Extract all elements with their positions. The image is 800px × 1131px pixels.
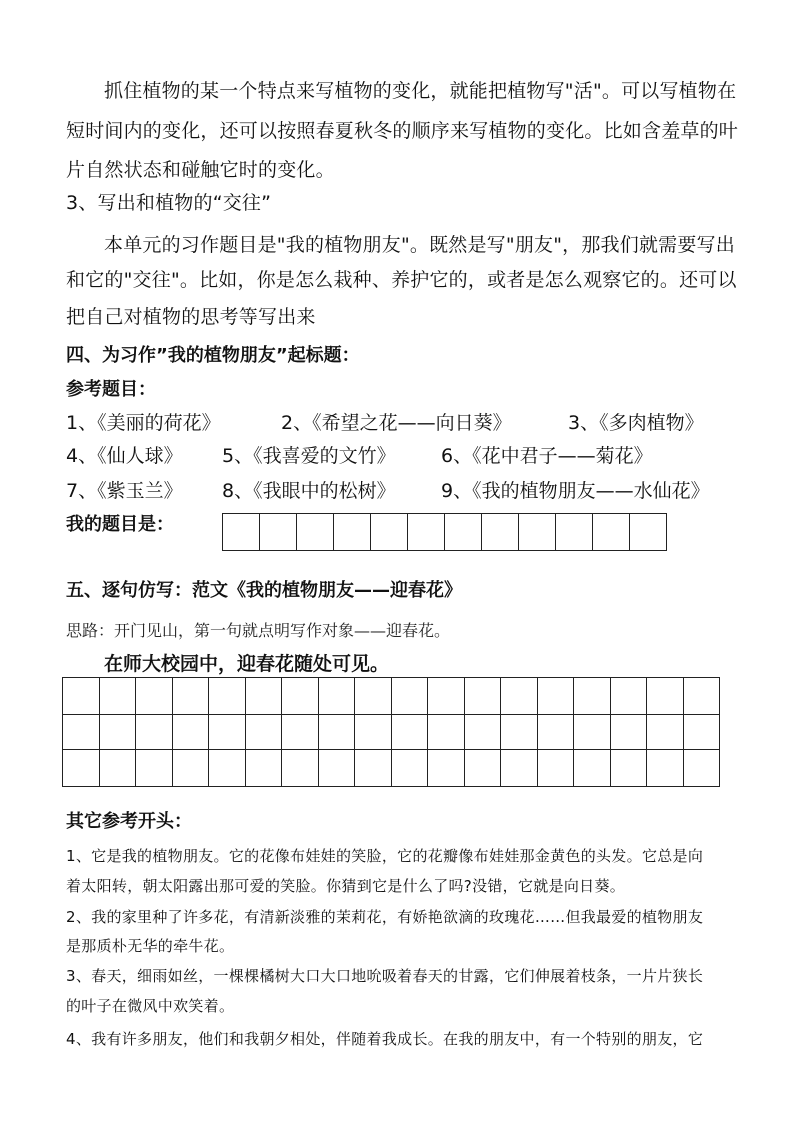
title-grid-cell[interactable]	[482, 514, 519, 551]
reference-title: 1、《美丽的荷花》	[66, 412, 221, 434]
title-grid-cell[interactable]	[223, 514, 260, 551]
writing-grid-cell[interactable]	[428, 678, 465, 715]
writing-grid-cell[interactable]	[63, 750, 100, 787]
title-grid-cell[interactable]	[334, 514, 371, 551]
writing-grid-cell[interactable]	[501, 750, 538, 787]
paragraph-2-line-1: 本单元的习作题目是"我的植物朋友"。既然是写"朋友"，那我们就需要写出	[104, 234, 735, 256]
reference-title: 7、《紫玉兰》	[66, 480, 183, 502]
writing-grid-cell[interactable]	[574, 715, 611, 750]
writing-grid-cell[interactable]	[136, 715, 173, 750]
reference-title: 5、《我喜爱的文竹》	[222, 445, 396, 467]
writing-grid-cell[interactable]	[209, 750, 246, 787]
writing-grid-cell[interactable]	[537, 678, 574, 715]
writing-grid-cell[interactable]	[647, 750, 684, 787]
writing-grid-cell[interactable]	[610, 715, 647, 750]
paragraph-2-line-3: 把自己对植物的思考等写出来	[66, 306, 316, 328]
paragraph-2-line-2: 和它的"交往"。比如，你是怎么栽种、养护它的，或者是怎么观察它的。还可以	[66, 269, 737, 291]
writing-grid-cell[interactable]	[318, 715, 355, 750]
writing-grid-cell[interactable]	[282, 678, 319, 715]
writing-grid-cell[interactable]	[172, 750, 209, 787]
writing-grid-cell[interactable]	[610, 750, 647, 787]
reference-title: 8、《我眼中的松树》	[222, 480, 396, 502]
writing-grid-cell[interactable]	[391, 715, 428, 750]
writing-grid-cell[interactable]	[574, 678, 611, 715]
writing-grid-cell[interactable]	[647, 715, 684, 750]
writing-grid-cell[interactable]	[318, 750, 355, 787]
writing-grid-cell[interactable]	[318, 678, 355, 715]
section-3-heading: 3、写出和植物的“交往”	[66, 192, 272, 214]
writing-grid-cell[interactable]	[245, 750, 282, 787]
my-title-label: 我的题目是：	[66, 514, 174, 535]
writing-grid-cell[interactable]	[63, 678, 100, 715]
writing-thought: 思路：开门见山，第一句就点明写作对象——迎春花。	[66, 621, 451, 640]
title-grid-cell[interactable]	[519, 514, 556, 551]
title-grid-cell[interactable]	[297, 514, 334, 551]
reference-title: 3、《多肉植物》	[568, 412, 704, 434]
writing-grid-cell[interactable]	[647, 678, 684, 715]
title-grid-cell[interactable]	[593, 514, 630, 551]
writing-grid-cell[interactable]	[63, 715, 100, 750]
reference-title: 6、《花中君子——菊花》	[441, 445, 653, 467]
title-writing-grid[interactable]	[222, 513, 667, 551]
writing-grid-cell[interactable]	[355, 678, 392, 715]
writing-grid-cell[interactable]	[245, 715, 282, 750]
writing-grid-cell[interactable]	[391, 678, 428, 715]
writing-grid-cell[interactable]	[574, 750, 611, 787]
title-grid-cell[interactable]	[445, 514, 482, 551]
writing-grid-cell[interactable]	[464, 678, 501, 715]
section-5-heading: 五、逐句仿写：范文《我的植物朋友——迎春花》	[66, 580, 462, 601]
writing-grid-cell[interactable]	[282, 715, 319, 750]
opening-3-line-2: 的叶子在微风中欢笑着。	[66, 997, 235, 1015]
writing-grid-cell[interactable]	[428, 750, 465, 787]
writing-grid-cell[interactable]	[501, 715, 538, 750]
writing-grid-cell[interactable]	[99, 715, 136, 750]
writing-grid-cell[interactable]	[683, 715, 720, 750]
writing-grid-cell[interactable]	[428, 715, 465, 750]
reference-title: 4、《仙人球》	[66, 445, 183, 467]
writing-grid-cell[interactable]	[99, 678, 136, 715]
title-grid-cell[interactable]	[630, 514, 667, 551]
opening-2-line-2: 是那质朴无华的牵牛花。	[66, 937, 235, 955]
writing-grid-cell[interactable]	[209, 678, 246, 715]
writing-grid-cell[interactable]	[99, 750, 136, 787]
writing-grid-cell[interactable]	[209, 715, 246, 750]
reference-titles-label: 参考题目：	[66, 379, 156, 400]
model-sentence: 在师大校园中，迎春花随处可见。	[104, 653, 390, 675]
opening-4-line-1: 4、我有许多朋友，他们和我朝夕相处，伴随着我成长。在我的朋友中，有一个特别的朋友，它	[66, 1030, 704, 1048]
writing-grid-cell[interactable]	[136, 750, 173, 787]
writing-grid-cell[interactable]	[683, 750, 720, 787]
reference-title: 2、《希望之花——向日葵》	[281, 412, 512, 434]
writing-grid-cell[interactable]	[391, 750, 428, 787]
writing-grid-cell[interactable]	[464, 715, 501, 750]
writing-grid-cell[interactable]	[464, 750, 501, 787]
writing-grid-cell[interactable]	[501, 678, 538, 715]
writing-grid-cell[interactable]	[610, 678, 647, 715]
sentence-writing-grid[interactable]	[62, 677, 720, 787]
title-grid-cell[interactable]	[371, 514, 408, 551]
writing-grid-cell[interactable]	[683, 678, 720, 715]
writing-grid-cell[interactable]	[355, 750, 392, 787]
title-grid-cell[interactable]	[260, 514, 297, 551]
writing-grid-cell[interactable]	[172, 715, 209, 750]
paragraph-1-line-2: 短时间内的变化，还可以按照春夏秋冬的顺序来写植物的变化。比如含羞草的叶	[66, 120, 739, 142]
writing-grid-cell[interactable]	[537, 750, 574, 787]
writing-grid-cell[interactable]	[245, 678, 282, 715]
opening-1-line-1: 1、它是我的植物朋友。它的花像布娃娃的笑脸，它的花瓣像布娃娃那金黄色的头发。它总是向	[66, 847, 704, 865]
paragraph-1-line-1: 抓住植物的某一个特点来写植物的变化，就能把植物写"活"。可以写植物在	[104, 80, 737, 102]
paragraph-1-line-3: 片自然状态和碰触它时的变化。	[66, 159, 335, 181]
reference-title: 9、《我的植物朋友——水仙花》	[441, 480, 710, 502]
opening-1-line-2: 着太阳转，朝太阳露出那可爱的笑脸。你猜到它是什么了吗?没错，它就是向日葵。	[66, 877, 626, 895]
writing-grid-cell[interactable]	[282, 750, 319, 787]
writing-grid-cell[interactable]	[355, 715, 392, 750]
writing-grid-cell[interactable]	[172, 678, 209, 715]
writing-grid-cell[interactable]	[537, 715, 574, 750]
section-4-heading: 四、为习作”我的植物朋友”起标题：	[66, 345, 360, 366]
other-openings-heading: 其它参考开头：	[66, 811, 192, 832]
opening-3-line-1: 3、春天，细雨如丝，一棵棵橘树大口大口地吮吸着春天的甘露，它们伸展着枝条，一片片狭长	[66, 967, 704, 985]
opening-2-line-1: 2、我的家里种了许多花，有清新淡雅的茉莉花，有娇艳欲滴的玫瑰花……但我最爱的植物朋友	[66, 908, 704, 926]
title-grid-cell[interactable]	[408, 514, 445, 551]
title-grid-cell[interactable]	[556, 514, 593, 551]
writing-grid-cell[interactable]	[136, 678, 173, 715]
